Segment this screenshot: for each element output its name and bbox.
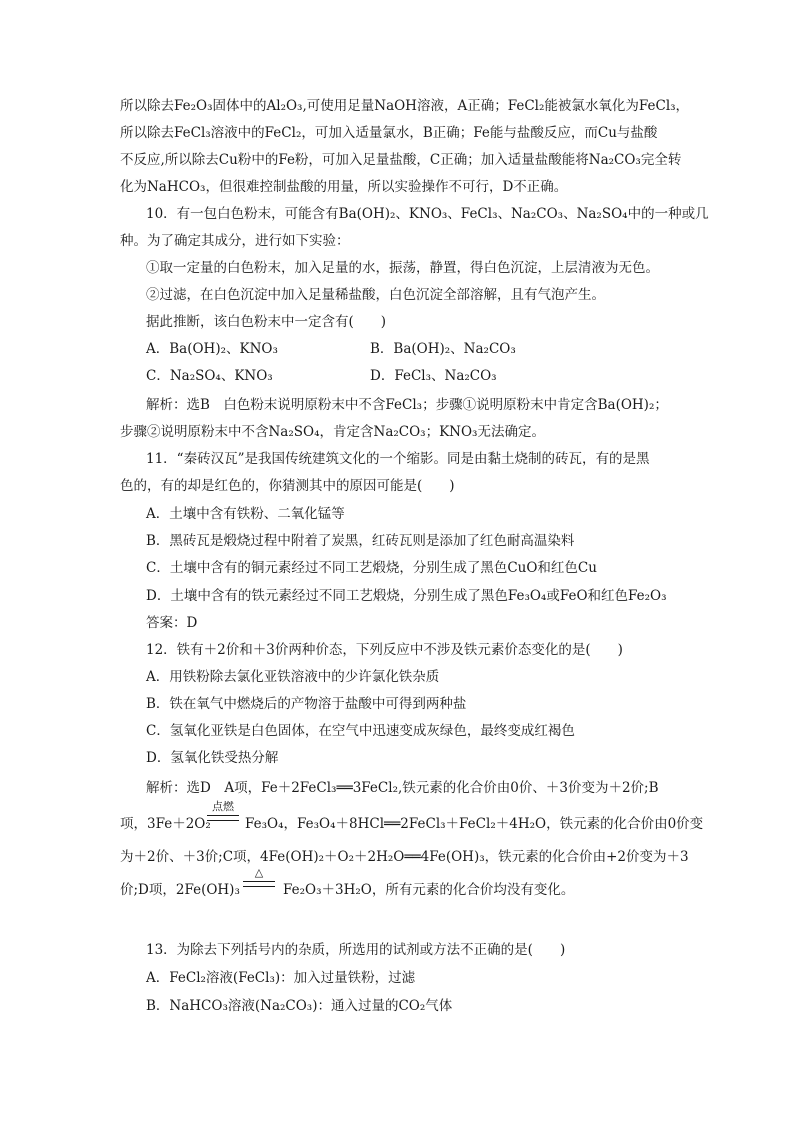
question-12-stem: 12．铁有＋2价和＋3价两种价态，下列反应中不涉及铁元素价态变化的是( ) <box>146 642 623 658</box>
question-12-analysis: 解析：选D A项，Fe＋2FeCl₃══3FeCl₂,铁元素的化合价由0价、＋3价变为＋2价;B <box>146 780 659 796</box>
reaction-condition-heat: △ <box>254 866 264 879</box>
question-13-option-b: B．NaHCO₃溶液(Na₂CO₃)：通入过量的CO₂气体 <box>146 998 453 1014</box>
question-12-analysis-c: 为＋2价、＋3价;C项，4Fe(OH)₂＋O₂＋2H₂O══4Fe(OH)₃，铁元素的化合价由+2价变为＋3 <box>120 849 689 865</box>
text-line: 化为NaHCO₃，但很难控制盐酸的用量，所以实验操作不可行，D不正确。 <box>120 179 568 195</box>
question-12-option-a: A．用铁粉除去氯化亚铁溶液中的少许氯化铁杂质 <box>146 669 440 685</box>
question-10-ask: 据此推断，该白色粉末中一定含有( ) <box>146 314 387 330</box>
question-10-stem: 10．有一包白色粉末，可能含有Ba(OH)₂、KNO₃、FeCl₃、Na₂CO₃、Na₂SO₄中的一种或几 <box>146 206 709 222</box>
question-11-option-a: A．土壤中含有铁粉、二氧化锰等 <box>146 506 345 522</box>
question-12-analysis-b-part2: Fe₃O₄，Fe₃O₄＋8HCl══2FeCl₃＋FeCl₂＋4H₂O，铁元素的化合价由0价变 <box>245 816 704 832</box>
question-12-analysis-b-part1: 项，3Fe＋2O₂ <box>120 816 211 832</box>
equals-sign <box>243 881 275 887</box>
question-11-option-d: D．土壤中含有的铁元素经过不同工艺煅烧，分别生成了黑色Fe₃O₄或FeO和红色Fe₂O₃ <box>146 588 667 604</box>
question-10-analysis: 解析：选B 白色粉末说明原粉末中不含FeCl₃；步骤①说明原粉末中肯定含Ba(OH)₂； <box>146 397 668 413</box>
question-10-option-b: B．Ba(OH)₂、Na₂CO₃ <box>370 341 516 357</box>
question-11-answer: 答案：D <box>146 615 198 631</box>
question-12-analysis-d-part2: Fe₂O₃＋3H₂O，所有元素的化合价均没有变化。 <box>283 882 575 898</box>
question-10-analysis-cont: 步骤②说明原粉末中不含Na₂SO₄，肯定含Na₂CO₃；KNO₃无法确定。 <box>120 424 545 440</box>
question-12-option-c: C．氢氧化亚铁是白色固体，在空气中迅速变成灰绿色，最终变成红褐色 <box>146 723 575 739</box>
question-10-option-a: A．Ba(OH)₂、KNO₃ <box>146 341 278 357</box>
question-10-step-2: ②过滤，在白色沉淀中加入足量稀盐酸，白色沉淀全部溶解，且有气泡产生。 <box>146 287 605 303</box>
reaction-condition-ignite: 点燃 <box>212 800 234 813</box>
question-13-option-a: A．FeCl₂溶液(FeCl₃)：加入过量铁粉，过滤 <box>146 970 416 986</box>
question-11-stem: 11．“秦砖汉瓦”是我国传统建筑文化的一个缩影。同是由黏土烧制的砖瓦，有的是黑 <box>146 451 650 467</box>
question-10-option-d: D．FeCl₃、Na₂CO₃ <box>370 368 497 384</box>
question-11-option-b: B．黑砖瓦是煅烧过程中附着了炭黑，红砖瓦则是添加了红色耐高温染料 <box>146 533 575 549</box>
question-10-stem-cont: 种。为了确定其成分，进行如下实验： <box>120 233 350 249</box>
question-10-option-c: C．Na₂SO₄、KNO₃ <box>146 368 273 384</box>
question-13-stem: 13．为除去下列括号内的杂质，所选用的试剂或方法不正确的是( ) <box>146 942 566 958</box>
question-12-option-d: D．氢氧化铁受热分解 <box>146 750 279 766</box>
question-10-step-1: ①取一定量的白色粉末，加入足量的水，振荡，静置，得白色沉淀，上层清液为无色。 <box>146 260 659 276</box>
equals-sign <box>207 815 239 821</box>
question-12-analysis-d-part1: 价;D项，2Fe(OH)₃ <box>120 882 240 898</box>
question-12-option-b: B．铁在氧气中燃烧后的产物溶于盐酸中可得到两种盐 <box>146 696 467 712</box>
text-line: 不反应,所以除去Cu粉中的Fe粉，可加入足量盐酸，C正确；加入适量盐酸能将Na₂CO₃完全转 <box>120 152 682 168</box>
question-11-option-c: C．土壤中含有的铜元素经过不同工艺煅烧，分别生成了黑色CuO和红色Cu <box>146 560 597 576</box>
text-line: 所以除去FeCl₃溶液中的FeCl₂，可加入适量氯水，B正确；Fe能与盐酸反应，而Cu与盐酸 <box>120 125 658 141</box>
question-11-stem-cont: 色的，有的却是红色的，你猜测其中的原因可能是( ) <box>120 478 455 494</box>
text-line: 所以除去Fe₂O₃固体中的Al₂O₃,可使用足量NaOH溶液，A正确；FeCl₂能被氯水氧化为FeCl₃， <box>120 98 690 114</box>
